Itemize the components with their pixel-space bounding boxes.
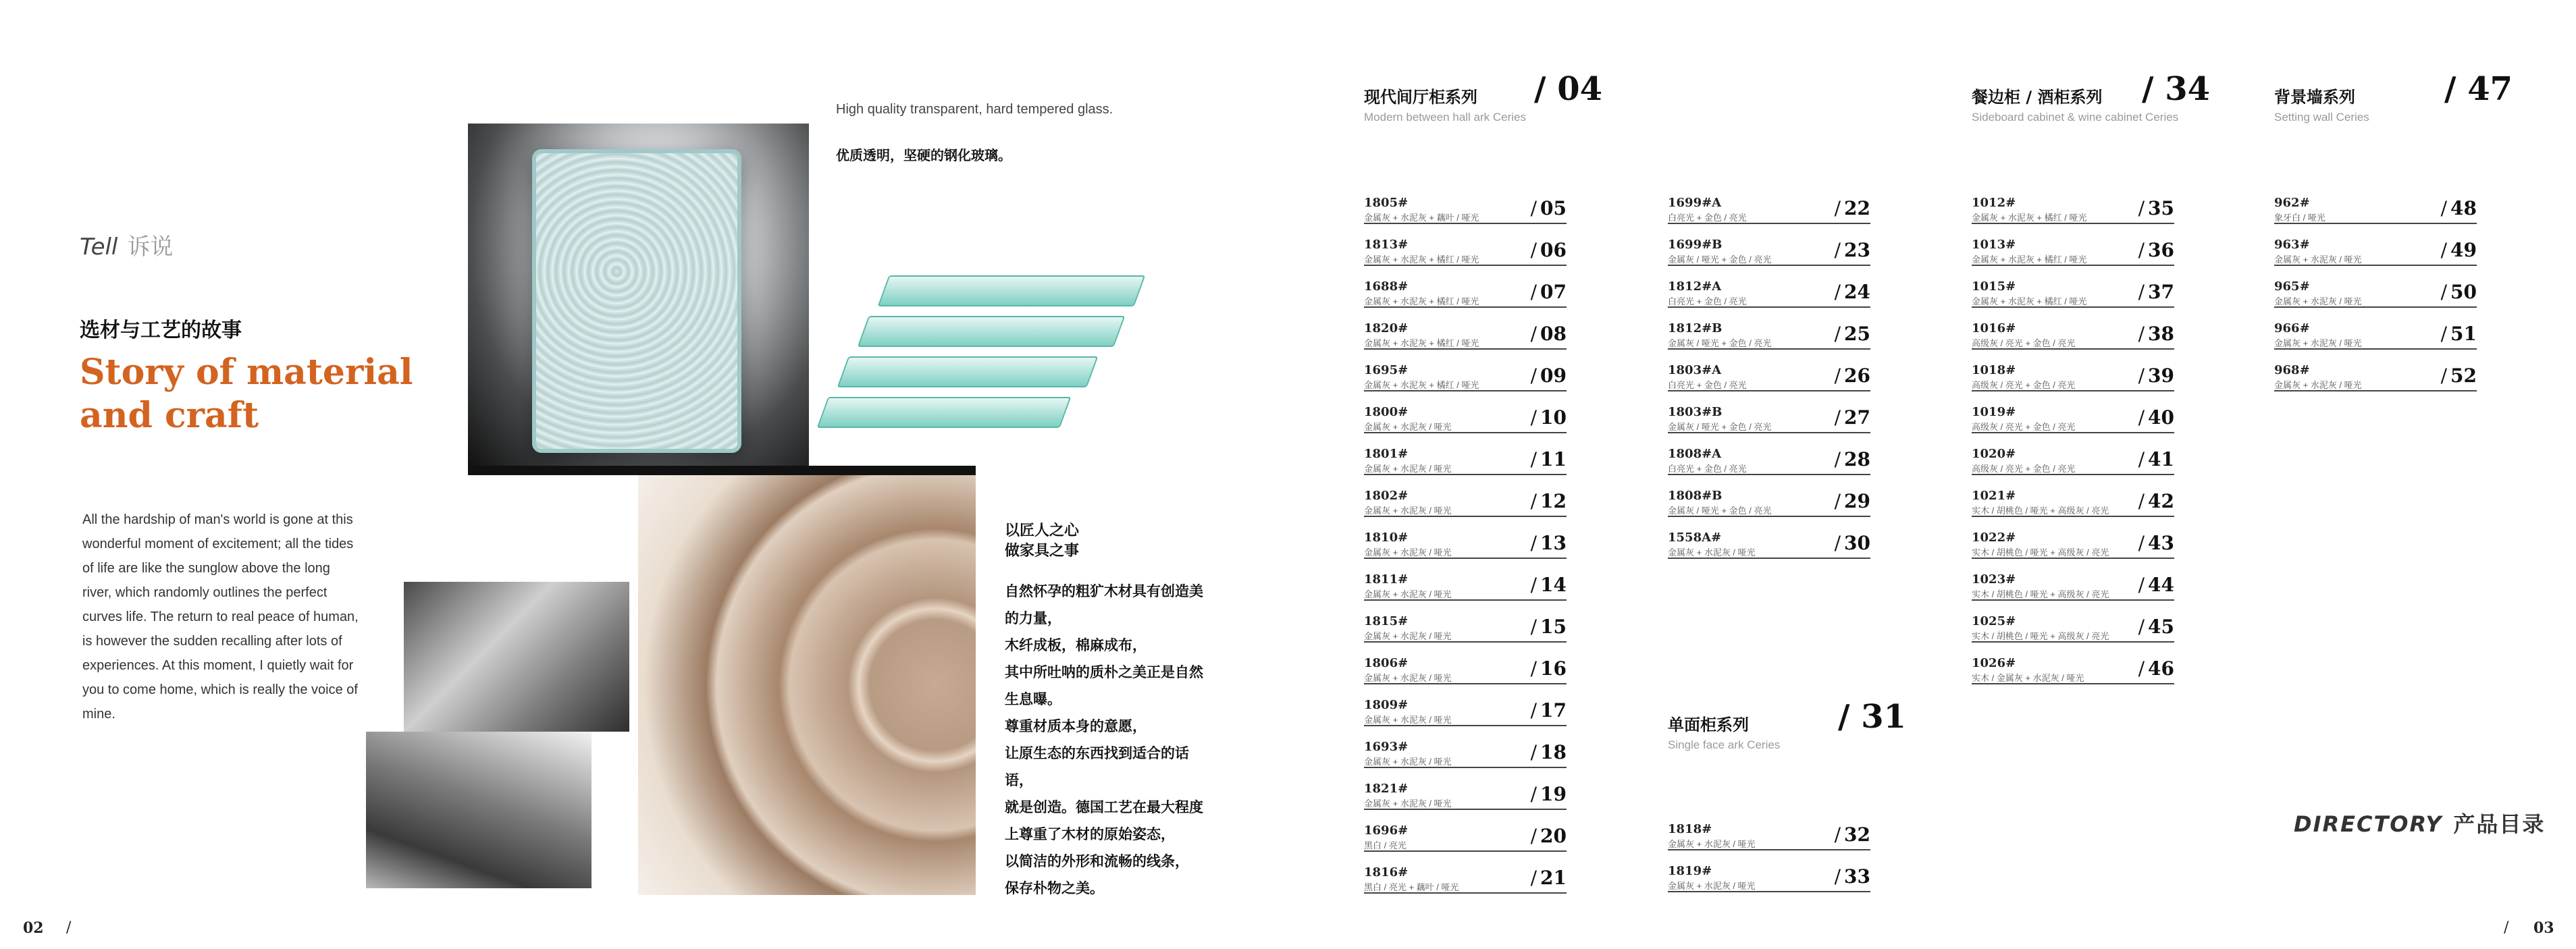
entry-code: 1812#B — [1668, 321, 1723, 335]
directory-entry — [1668, 232, 1870, 266]
craft-line: 尊重材质本身的意愿， — [1005, 718, 1147, 734]
entry-desc: 金属灰 + 水泥灰 / 哑光 — [1668, 839, 1756, 849]
entry-desc: 金属灰 + 水泥灰 + 橘红 / 哑光 — [1972, 254, 2087, 265]
entry-code: 1821# — [1364, 782, 1409, 796]
wooden-bowls-photo — [638, 475, 976, 895]
entry-desc: 金属灰 + 水泥灰 + 橘红 / 哑光 — [1972, 296, 2087, 306]
craft-line: 生息曝。 — [1005, 691, 1061, 707]
entry-page: 16 — [1540, 657, 1567, 680]
entry-page-slash: / — [2138, 490, 2145, 512]
entry-code: 965# — [2274, 279, 2310, 294]
entry-page-slash: / — [2138, 616, 2145, 638]
story-title-cn: 选材与工艺的故事 — [80, 319, 242, 342]
entry-code: 963# — [2274, 238, 2310, 252]
entry-code: 1015# — [1972, 279, 2016, 294]
entry-desc: 实木 / 胡桃色 / 哑光 + 高级灰 / 亮光 — [1972, 506, 2109, 516]
entry-page: 24 — [1844, 281, 1870, 303]
entry-page-slash: / — [1530, 532, 1537, 554]
page-slash-left: / — [66, 919, 72, 936]
craft-title-line: 以匠人之心 — [1005, 522, 1080, 539]
entry-page-slash: / — [1834, 406, 1841, 429]
entry-code: 1800# — [1364, 405, 1409, 419]
entry-page: 18 — [1540, 741, 1567, 763]
entry-code: 1816# — [1364, 865, 1409, 879]
entry-page-slash: / — [1530, 448, 1537, 470]
entry-desc: 金属灰 + 水泥灰 / 哑光 — [1364, 506, 1452, 516]
entry-page: 10 — [1540, 406, 1567, 429]
entry-page-slash: / — [1834, 865, 1841, 888]
entry-page-slash: / — [1530, 197, 1537, 219]
entry-page-slash: / — [2138, 532, 2145, 554]
entry-page: 38 — [2148, 323, 2174, 345]
entry-page-slash: / — [2138, 197, 2145, 219]
entry-page-slash: / — [1530, 490, 1537, 512]
entry-page-slash: / — [1530, 825, 1537, 847]
entry-desc: 金属灰 / 哑光 + 金色 / 亮光 — [1668, 422, 1772, 432]
directory-heading-cn: 产品目录 — [2453, 811, 2546, 837]
entry-desc: 金属灰 + 水泥灰 / 哑光 — [2274, 254, 2362, 265]
category-title: 现代间厅柜系列 — [1364, 88, 1477, 107]
entry-desc: 金属灰 + 水泥灰 + 橘红 / 哑光 — [1364, 380, 1479, 390]
entry-code: 968# — [2274, 363, 2310, 377]
entry-page-slash: / — [2138, 657, 2145, 680]
entry-page-slash: / — [1530, 741, 1537, 763]
directory-entry — [1668, 441, 1870, 475]
entry-code: 1803#B — [1668, 405, 1723, 419]
page-number-right: 03 — [2533, 919, 2554, 937]
craft-line: 以简洁的外形和流畅的线条， — [1005, 853, 1189, 869]
entry-page: 45 — [2148, 616, 2174, 638]
entry-desc: 金属灰 + 水泥灰 + 橘红 / 哑光 — [1364, 338, 1479, 348]
entry-code: 1019# — [1972, 405, 2016, 419]
glass-sheets-photo — [809, 228, 1151, 466]
directory-entry — [1364, 316, 1567, 350]
category-subtitle: Sideboard cabinet & wine cabinet Ceries — [1972, 111, 2179, 124]
entry-page: 51 — [2450, 323, 2477, 345]
directory-entry — [1364, 567, 1567, 601]
directory-entry — [1364, 776, 1567, 810]
entry-page: 39 — [2148, 364, 2174, 387]
craft-title — [1005, 521, 1079, 562]
entry-page: 37 — [2148, 281, 2174, 303]
craft-line: 就是创造。德国工艺在最大程度 — [1005, 799, 1203, 815]
entry-page-slash: / — [1834, 823, 1841, 846]
entry-desc: 金属灰 + 水泥灰 / 哑光 — [1364, 589, 1452, 599]
entry-code: 1016# — [1972, 321, 2016, 335]
entry-code: 1693# — [1364, 740, 1409, 754]
entry-page-slash: / — [2138, 281, 2145, 303]
entry-code: 1808#A — [1668, 447, 1722, 461]
directory-entry — [1668, 358, 1870, 391]
entry-code: 1699#A — [1668, 196, 1722, 210]
entry-page: 46 — [2148, 657, 2174, 680]
directory-entry — [1364, 651, 1567, 684]
category-page-number: / 31 — [1838, 698, 1907, 736]
entry-page-slash: / — [1530, 239, 1537, 261]
entry-page-slash: / — [1530, 574, 1537, 596]
category-page-number: / 47 — [2444, 70, 2513, 108]
entry-page-slash: / — [1530, 783, 1537, 805]
entry-page-slash: / — [1530, 699, 1537, 722]
entry-page: 15 — [1540, 616, 1567, 638]
entry-page: 52 — [2450, 364, 2477, 387]
entry-code: 1811# — [1364, 572, 1409, 587]
entry-page-slash: / — [2440, 197, 2447, 219]
directory-entry — [1364, 609, 1567, 643]
directory-entry — [1364, 818, 1567, 852]
entry-desc: 白亮光 + 金色 / 亮光 — [1668, 213, 1747, 223]
entry-desc: 金属灰 + 水泥灰 / 哑光 — [2274, 380, 2362, 390]
entry-code: 1695# — [1364, 363, 1409, 377]
entry-desc: 金属灰 + 水泥灰 + 橘红 / 哑光 — [1972, 213, 2087, 223]
entry-code: 1812#A — [1668, 279, 1722, 294]
entry-code: 1013# — [1972, 238, 2016, 252]
entry-page: 40 — [2148, 406, 2174, 429]
directory-entry — [1972, 483, 2174, 517]
entry-page: 27 — [1844, 406, 1870, 429]
entry-code: 1803#A — [1668, 363, 1722, 377]
entry-page: 11 — [1540, 448, 1567, 470]
entry-desc: 实木 / 金属灰 + 水泥灰 / 哑光 — [1972, 673, 2084, 683]
entry-page-slash: / — [1530, 867, 1537, 889]
craft-body — [1005, 578, 1207, 902]
entry-desc: 黑白 / 亮光 — [1364, 840, 1407, 850]
category-page-number: / 34 — [2142, 70, 2211, 108]
entry-desc: 高级灰 / 亮光 + 金色 / 亮光 — [1972, 422, 2076, 432]
entry-desc: 金属灰 + 水泥灰 / 哑光 — [2274, 296, 2362, 306]
craft-line: 的力量， — [1005, 610, 1061, 626]
entry-page: 35 — [2148, 197, 2174, 219]
category-title: 餐边柜 / 酒柜系列 — [1972, 88, 2103, 107]
directory-entry — [1972, 400, 2174, 433]
directory-entry — [1668, 525, 1870, 559]
entry-desc: 实木 / 胡桃色 / 哑光 + 高级灰 / 亮光 — [1972, 547, 2109, 558]
entry-page: 28 — [1844, 448, 1870, 470]
directory-entry — [1364, 860, 1567, 894]
entry-page: 23 — [1844, 239, 1870, 261]
category-page-number: / 04 — [1534, 70, 1603, 108]
entry-page: 20 — [1540, 825, 1567, 847]
directory-entry — [1972, 190, 2174, 224]
entry-page-slash: / — [2440, 239, 2447, 261]
entry-desc: 金属灰 + 水泥灰 / 哑光 — [1668, 547, 1756, 558]
craft-line: 其中所吐呐的质朴之美正是自然 — [1005, 664, 1203, 680]
entry-desc: 金属灰 + 水泥灰 / 哑光 — [1364, 798, 1452, 809]
directory-entry — [1972, 232, 2174, 266]
entry-code: 1820# — [1364, 321, 1409, 335]
glass-block-photo — [468, 124, 809, 466]
story-body-text: All the hardship of man's world is gone at this wonderful moment of excitement; all the tides of life are like the sunglow above the long river, which randomly outlines the perfect curves life. The return to real peace of human, is however the sudden recalling after lots of experiences. At this moment, I quietly wait for you to come home, which is really the voice of mine. — [82, 512, 359, 722]
entry-code: 1012# — [1972, 196, 2016, 210]
page-number-left: 02 — [23, 919, 44, 937]
entry-page-slash: / — [1834, 490, 1841, 512]
craft-line: 上尊重了木材的原始姿态， — [1005, 826, 1175, 842]
entry-page: 49 — [2450, 239, 2477, 261]
entry-page-slash: / — [2138, 364, 2145, 387]
story-title-en: Story of material and craft — [80, 352, 413, 436]
entry-page-slash: / — [2440, 364, 2447, 387]
entry-page-slash: / — [1530, 323, 1537, 345]
entry-code: 1021# — [1972, 489, 2016, 503]
directory-entry — [1668, 817, 1870, 850]
category-subtitle: Modern between hall ark Ceries — [1364, 111, 1527, 124]
directory-entry — [1668, 483, 1870, 517]
entry-desc: 金属灰 + 水泥灰 / 哑光 — [1364, 673, 1452, 683]
entry-desc: 金属灰 + 水泥灰 / 哑光 — [1668, 881, 1756, 891]
craft-line: 木纤成板，棉麻成布， — [1005, 637, 1147, 653]
entry-page: 29 — [1844, 490, 1870, 512]
entry-code: 1809# — [1364, 698, 1409, 712]
entry-page: 08 — [1540, 323, 1567, 345]
entry-code: 1808#B — [1668, 489, 1723, 503]
directory-entry — [1972, 651, 2174, 684]
entry-desc: 高级灰 / 亮光 + 金色 / 亮光 — [1972, 464, 2076, 474]
entry-page-slash: / — [1530, 281, 1537, 303]
entry-code: 1806# — [1364, 656, 1409, 670]
entry-code: 966# — [2274, 321, 2310, 335]
entry-desc: 金属灰 / 哑光 + 金色 / 亮光 — [1668, 254, 1772, 265]
entry-desc: 实木 / 胡桃色 / 哑光 + 高级灰 / 亮光 — [1972, 589, 2109, 599]
entry-page: 09 — [1540, 364, 1567, 387]
entry-page: 21 — [1540, 867, 1567, 889]
glass-caption-cn: 优质透明，坚硬的钢化玻璃。 — [836, 147, 1011, 163]
directory-entry — [1364, 190, 1567, 224]
entry-code: 1810# — [1364, 531, 1409, 545]
entry-desc: 金属灰 + 水泥灰 / 哑光 — [1364, 631, 1452, 641]
directory-entry — [1972, 441, 2174, 475]
directory-entry — [1364, 734, 1567, 768]
entry-page-slash: / — [1834, 323, 1841, 345]
directory-entry — [1364, 441, 1567, 475]
entry-code: 1819# — [1668, 864, 1712, 878]
entry-desc: 金属灰 + 水泥灰 + 橘红 / 哑光 — [1364, 254, 1479, 265]
entry-page-slash: / — [1834, 281, 1841, 303]
entry-page: 14 — [1540, 574, 1567, 596]
directory-entry — [1364, 358, 1567, 391]
entry-page-slash: / — [2138, 574, 2145, 596]
entry-page-slash: / — [2440, 323, 2447, 345]
entry-page: 30 — [1844, 532, 1870, 554]
entry-page-slash: / — [1530, 406, 1537, 429]
entry-page: 22 — [1844, 197, 1870, 219]
entry-desc: 实木 / 胡桃色 / 哑光 + 高级灰 / 亮光 — [1972, 631, 2109, 641]
entry-page: 25 — [1844, 323, 1870, 345]
craft-title-line: 做家具之事 — [1005, 543, 1080, 560]
directory-entry — [2274, 358, 2477, 391]
directory-entry — [1364, 693, 1567, 726]
entry-page-slash: / — [1834, 448, 1841, 470]
entry-page-slash: / — [1530, 616, 1537, 638]
entry-page: 05 — [1540, 197, 1567, 219]
craft-line: 语， — [1005, 772, 1033, 788]
entry-code: 1026# — [1972, 656, 2016, 670]
entry-code: 1023# — [1972, 572, 2016, 587]
entry-page: 42 — [2148, 490, 2174, 512]
entry-page: 33 — [1844, 865, 1870, 888]
entry-code: 1688# — [1364, 279, 1409, 294]
directory-entry — [2274, 274, 2477, 308]
entry-page: 12 — [1540, 490, 1567, 512]
directory-entry — [1668, 274, 1870, 308]
directory-entry — [1364, 400, 1567, 433]
entry-page-slash: / — [2138, 239, 2145, 261]
entry-desc: 金属灰 + 水泥灰 / 哑光 — [1364, 464, 1452, 474]
entry-desc: 黑白 / 亮光 + 藕叶 / 哑光 — [1364, 882, 1459, 892]
entry-code: 1020# — [1972, 447, 2016, 461]
directory-entry — [1972, 316, 2174, 350]
entry-page: 07 — [1540, 281, 1567, 303]
entry-desc: 金属灰 + 水泥灰 / 哑光 — [1364, 547, 1452, 558]
entry-page: 26 — [1844, 364, 1870, 387]
entry-code: 1025# — [1972, 614, 2016, 628]
category-title: 单面柜系列 — [1668, 715, 1749, 734]
entry-code: 1802# — [1364, 489, 1409, 503]
entry-page: 50 — [2450, 281, 2477, 303]
craft-line: 保存朴物之美。 — [1005, 880, 1104, 896]
entry-desc: 高级灰 / 亮光 + 金色 / 亮光 — [1972, 380, 2076, 390]
entry-page-slash: / — [1834, 239, 1841, 261]
entry-code: 1813# — [1364, 238, 1409, 252]
directory-entry — [2274, 232, 2477, 266]
entry-code: 1805# — [1364, 196, 1409, 210]
entry-page-slash: / — [2138, 406, 2145, 429]
entry-page: 41 — [2148, 448, 2174, 470]
entry-desc: 高级灰 / 亮光 + 金色 / 亮光 — [1972, 338, 2076, 348]
entry-page-slash: / — [2138, 448, 2145, 470]
entry-code: 1696# — [1364, 823, 1409, 838]
entry-code: 1801# — [1364, 447, 1409, 461]
directory-entry — [1364, 274, 1567, 308]
entry-page: 32 — [1844, 823, 1870, 846]
directory-entry — [1364, 525, 1567, 559]
directory-entry — [2274, 316, 2477, 350]
entry-code: 1815# — [1364, 614, 1409, 628]
entry-page-slash: / — [2138, 323, 2145, 345]
directory-entry — [1972, 525, 2174, 559]
page-slash-right: / — [2504, 919, 2509, 936]
entry-code: 962# — [2274, 196, 2310, 210]
entry-page-slash: / — [2440, 281, 2447, 303]
entry-page: 06 — [1540, 239, 1567, 261]
directory-entry — [1668, 190, 1870, 224]
entry-code: 1818# — [1668, 822, 1712, 836]
directory-entry — [1668, 400, 1870, 433]
entry-desc: 金属灰 + 水泥灰 / 哑光 — [1364, 422, 1452, 432]
directory-entry — [1668, 859, 1870, 892]
craftsman-photo-2 — [366, 732, 592, 888]
directory-entry — [1364, 232, 1567, 266]
entry-page: 17 — [1540, 699, 1567, 722]
entry-code: 1699#B — [1668, 238, 1723, 252]
craftsman-photo-1 — [404, 582, 629, 732]
category-subtitle: Setting wall Ceries — [2274, 111, 2369, 124]
entry-desc: 金属灰 + 水泥灰 + 藕叶 / 哑光 — [1364, 213, 1479, 223]
entry-desc: 白亮光 + 金色 / 亮光 — [1668, 296, 1747, 306]
category-title: 背景墙系列 — [2274, 88, 2355, 107]
category-subtitle: Single face ark Ceries — [1668, 738, 1781, 751]
entry-page: 48 — [2450, 197, 2477, 219]
entry-desc: 金属灰 + 水泥灰 + 橘红 / 哑光 — [1364, 296, 1479, 306]
entry-code: 1018# — [1972, 363, 2016, 377]
entry-page-slash: / — [1834, 364, 1841, 387]
entry-desc: 金属灰 + 水泥灰 / 哑光 — [1364, 715, 1452, 725]
craft-line: 让原生态的东西找到适合的话 — [1005, 745, 1189, 761]
entry-page-slash: / — [1530, 364, 1537, 387]
glass-caption-en: High quality transparent, hard tempered glass. — [836, 102, 1113, 117]
entry-desc: 金属灰 + 水泥灰 / 哑光 — [2274, 338, 2362, 348]
directory-entry — [1972, 358, 2174, 391]
entry-desc: 白亮光 + 金色 / 亮光 — [1668, 464, 1747, 474]
entry-desc: 白亮光 + 金色 / 亮光 — [1668, 380, 1747, 390]
directory-entry — [1972, 609, 2174, 643]
directory-heading: DIRECTORY 产品目录 — [2294, 811, 2546, 837]
entry-page-slash: / — [1530, 657, 1537, 680]
entry-code: 1558A# — [1668, 531, 1722, 545]
entry-desc: 金属灰 / 哑光 + 金色 / 亮光 — [1668, 506, 1772, 516]
entry-page: 44 — [2148, 574, 2174, 596]
directory-entry — [1972, 567, 2174, 601]
entry-code: 1022# — [1972, 531, 2016, 545]
entry-desc: 金属灰 + 水泥灰 / 哑光 — [1364, 757, 1452, 767]
directory-entry — [1972, 274, 2174, 308]
entry-desc: 象牙白 / 哑光 — [2274, 213, 2325, 223]
entry-page: 36 — [2148, 239, 2174, 261]
directory-entry — [1668, 316, 1870, 350]
entry-page-slash: / — [1834, 532, 1841, 554]
craft-line: 自然怀孕的粗犷木材具有创造美 — [1005, 583, 1203, 599]
photo-divider-bar — [468, 466, 976, 475]
directory-entry — [1364, 483, 1567, 517]
entry-page: 19 — [1540, 783, 1567, 805]
tell-heading: Tell 诉说 — [80, 234, 174, 261]
entry-page-slash: / — [1834, 197, 1841, 219]
directory-entry — [2274, 190, 2477, 224]
entry-page: 13 — [1540, 532, 1567, 554]
entry-desc: 金属灰 / 哑光 + 金色 / 亮光 — [1668, 338, 1772, 348]
tell-heading-cn: 诉说 — [127, 234, 174, 261]
entry-page: 43 — [2148, 532, 2174, 554]
